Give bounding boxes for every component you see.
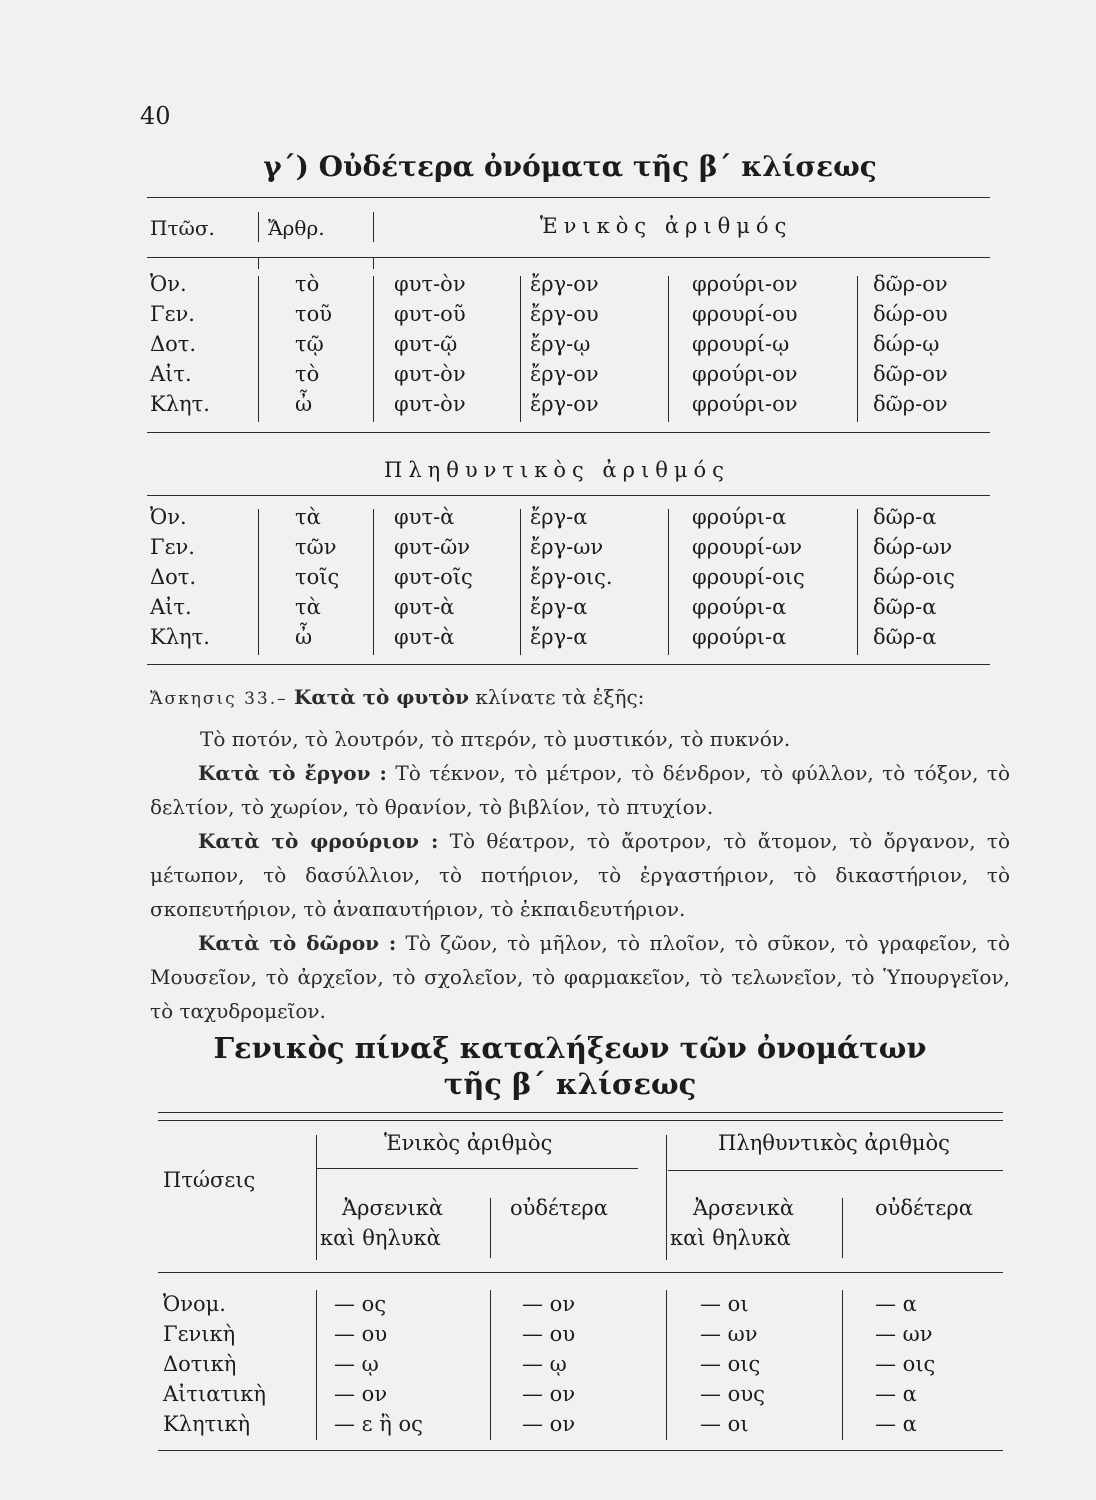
ending-cell: Γενικὴ bbox=[163, 1322, 236, 1346]
singular-cell: φρουρί-ου bbox=[692, 302, 798, 326]
plural-cell: ἔργ-α bbox=[530, 595, 588, 619]
plural-cell: ἔργ-οις. bbox=[530, 565, 613, 589]
ending-cell: — ον bbox=[334, 1382, 388, 1406]
ending-cell: — ον bbox=[522, 1292, 576, 1316]
singular-cell: φρούρι-ον bbox=[692, 362, 798, 386]
plural-cell: φυτ-ὰ bbox=[394, 625, 455, 649]
ending-cell: — α bbox=[875, 1382, 917, 1406]
page-number: 40 bbox=[140, 102, 171, 130]
plural-cell: δῶρ-α bbox=[873, 505, 937, 529]
singular-cell: ἔργ-ου bbox=[530, 302, 599, 326]
singular-cell: δῶρ-ον bbox=[873, 392, 948, 416]
singular-cell: ἔργ-ον bbox=[530, 392, 599, 416]
plural-cell: τοῖς bbox=[295, 565, 340, 589]
singular-cell: τὸ bbox=[295, 362, 320, 386]
plural-cell: ἔργ-α bbox=[530, 505, 588, 529]
singular-cell: φρούρι-ον bbox=[692, 272, 798, 296]
plural-cell: Ὀν. bbox=[150, 505, 187, 529]
ending-cell: — ον bbox=[522, 1412, 576, 1436]
header-cases: Πτώσεις bbox=[163, 1168, 256, 1192]
singular-cell: φρούρι-ον bbox=[692, 392, 798, 416]
exercise-doron: Κατὰ τὸ δῶρον : Τὸ ζῶον, τὸ μῆλον, τὸ πλοῖον, τὸ σῦκον, τὸ γραφεῖον, τὸ Μουσεῖον, τὸ ἀρχεῖον, τὸ σχολεῖον, τὸ φαρμακεῖον, τὸ τελωνεῖον, τὸ Ὑπουργεῖον, τὸ ταχυδρομεῖον. bbox=[150, 931, 1011, 1023]
ending-cell: — ος bbox=[334, 1292, 387, 1316]
plural-cell: δώρ-ων bbox=[873, 535, 953, 559]
singular-cell: φυτ-ῷ bbox=[394, 332, 458, 356]
ending-cell: — ε ἢ ος bbox=[334, 1412, 423, 1436]
ending-cell: — α bbox=[875, 1292, 917, 1316]
singular-cell: ὦ bbox=[295, 392, 313, 416]
exercise-ergon: Κατὰ τὸ ἔργον : Τὸ τέκνον, τὸ μέτρον, τὸ δένδρον, τὸ φύλλον, τὸ τόξον, τὸ δελτίον, τὸ χωρίον, τὸ θρανίον, τὸ βιβλίον, τὸ πτυχίον. bbox=[150, 761, 1010, 819]
ending-cell: — ου bbox=[334, 1322, 388, 1346]
ending-cell: — α bbox=[875, 1412, 917, 1436]
singular-cell: φυτ-ὸν bbox=[394, 362, 466, 386]
plural-cell: ἔργ-ων bbox=[530, 535, 604, 559]
plural-cell: ὦ bbox=[295, 625, 313, 649]
exercise-intro: Ἄσκησις 33.– Κατὰ τὸ φυτὸν κλίνατε τὰ ἑξῆς: bbox=[150, 685, 645, 709]
header-case: Πτῶσ. bbox=[150, 216, 215, 240]
exercise-frourion: Κατὰ τὸ φρούριον : Τὸ θέατρον, τὸ ἄροτρον, τὸ ἄτομον, τὸ ὄργανον, τὸ μέτωπον, τὸ δασύλλιον, τὸ ποτήριον, τὸ ἐργαστήριον, τὸ δικαστήριον, τὸ σκοπευτήριον, τὸ ἀναπαυτήριον, τὸ ἐκπαιδευτήριον. bbox=[150, 829, 1011, 921]
plural-cell: τὰ bbox=[295, 595, 321, 619]
header-masc-fem-plur: Ἀρσενικὰ bbox=[693, 1196, 795, 1220]
ending-cell: Αἰτιατικὴ bbox=[163, 1382, 266, 1406]
ending-cell: — οις bbox=[875, 1352, 936, 1376]
plural-cell: δῶρ-α bbox=[873, 595, 937, 619]
singular-cell: δῶρ-ον bbox=[873, 272, 948, 296]
summary-title: Γενικὸς πίναξ καταλήξεων τῶν ὀνομάτων τῆς β΄ κλίσεως bbox=[213, 1031, 927, 1101]
exercise-line1: Τὸ ποτόν, τὸ λουτρόν, τὸ πτερόν, τὸ μυστικόν, τὸ πυκνόν. bbox=[200, 727, 791, 751]
singular-cell: τῷ bbox=[295, 332, 324, 356]
singular-cell: φυτ-οῦ bbox=[394, 302, 466, 326]
ending-cell: Κλητικὴ bbox=[163, 1412, 251, 1436]
header-singular: Ἑνικὸς ἀριθμός bbox=[540, 214, 793, 238]
header-neuter-sing: οὐδέτερα bbox=[510, 1196, 608, 1220]
singular-cell: δώρ-ου bbox=[873, 302, 948, 326]
singular-cell: δῶρ-ον bbox=[873, 362, 948, 386]
header-plural: Πληθυντικὸς ἀριθμὸς bbox=[718, 1131, 950, 1155]
plural-cell: φρούρι-α bbox=[692, 505, 787, 529]
ending-cell: — οις bbox=[700, 1352, 761, 1376]
header-singular: Ἑνικὸς ἀριθμὸς bbox=[384, 1131, 553, 1155]
header-masc-fem-sing-2: καὶ θηλυκὰ bbox=[320, 1226, 441, 1250]
plural-cell: Αἰτ. bbox=[150, 595, 192, 619]
singular-cell: φυτ-ὸν bbox=[394, 272, 466, 296]
ending-cell: Δοτικὴ bbox=[163, 1352, 237, 1376]
plural-heading: Πληθυντικὸς ἀριθμός bbox=[384, 458, 730, 482]
plural-cell: δώρ-οις bbox=[873, 565, 955, 589]
ending-cell: — ῳ bbox=[334, 1352, 379, 1376]
singular-cell: Ὀν. bbox=[150, 272, 187, 296]
plural-cell: φυτ-ὰ bbox=[394, 505, 455, 529]
singular-cell: Κλητ. bbox=[150, 392, 210, 416]
plural-cell: φυτ-ῶν bbox=[394, 535, 471, 559]
ending-cell: — οι bbox=[700, 1292, 749, 1316]
singular-cell: ἔργ-ον bbox=[530, 272, 599, 296]
singular-cell: ἔργ-ῳ bbox=[530, 332, 591, 356]
singular-cell: Γεν. bbox=[150, 302, 195, 326]
singular-cell: τὸ bbox=[295, 272, 320, 296]
singular-cell: Αἰτ. bbox=[150, 362, 192, 386]
header-masc-fem-plur-2: καὶ θηλυκὰ bbox=[670, 1226, 791, 1250]
plural-cell: φρούρι-α bbox=[692, 625, 787, 649]
header-article: Ἄρθρ. bbox=[268, 216, 325, 240]
plural-cell: ἔργ-α bbox=[530, 625, 588, 649]
ending-cell: — ῳ bbox=[522, 1352, 567, 1376]
singular-cell: Δοτ. bbox=[150, 332, 197, 356]
ending-cell: — ου bbox=[522, 1322, 576, 1346]
singular-cell: φρουρί-ῳ bbox=[692, 332, 790, 356]
section-title: γ΄) Οὐδέτερα ὀνόματα τῆς β΄ κλίσεως bbox=[263, 150, 877, 183]
singular-cell: ἔργ-ον bbox=[530, 362, 599, 386]
ending-cell: Ὀνομ. bbox=[163, 1292, 226, 1316]
plural-cell: Δοτ. bbox=[150, 565, 197, 589]
header-masc-fem-sing: Ἀρσενικὰ bbox=[342, 1196, 444, 1220]
ending-cell: — ων bbox=[700, 1322, 758, 1346]
plural-cell: δῶρ-α bbox=[873, 625, 937, 649]
plural-cell: τὰ bbox=[295, 505, 321, 529]
plural-cell: φρουρί-οις bbox=[692, 565, 805, 589]
plural-cell: τῶν bbox=[295, 535, 337, 559]
ending-cell: — ων bbox=[875, 1322, 933, 1346]
plural-cell: φυτ-οῖς bbox=[394, 565, 473, 589]
singular-cell: τοῦ bbox=[295, 302, 333, 326]
plural-cell: φυτ-ὰ bbox=[394, 595, 455, 619]
plural-cell: Κλητ. bbox=[150, 625, 210, 649]
ending-cell: — ους bbox=[700, 1382, 765, 1406]
plural-cell: Γεν. bbox=[150, 535, 195, 559]
ending-cell: — οι bbox=[700, 1412, 749, 1436]
plural-cell: φρουρί-ων bbox=[692, 535, 803, 559]
singular-cell: φυτ-ὸν bbox=[394, 392, 466, 416]
ending-cell: — ον bbox=[522, 1382, 576, 1406]
header-neuter-plur: οὐδέτερα bbox=[875, 1196, 973, 1220]
singular-cell: δώρ-ῳ bbox=[873, 332, 940, 356]
plural-cell: φρούρι-α bbox=[692, 595, 787, 619]
